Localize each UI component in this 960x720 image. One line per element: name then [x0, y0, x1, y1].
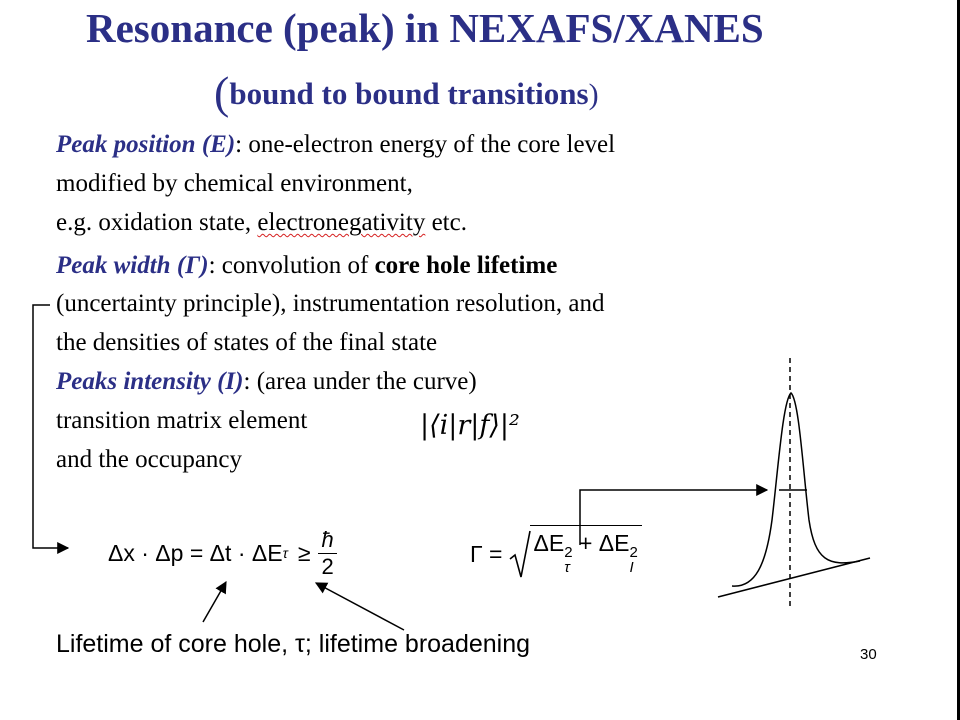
peak-position-line3: e.g. oxidation state, electronegativity etc.	[56, 209, 467, 236]
peak-width-line3: the densities of states of the final state	[56, 329, 438, 356]
peak-position-line1: Peak position (E): one-electron energy of the core level	[56, 131, 616, 158]
page-subtitle: (bound to bound transitions)	[214, 67, 599, 118]
footer-caption: Lifetime of core hole, τ; lifetime broadening	[56, 630, 531, 658]
peak-position-line2: modified by chemical environment,	[56, 170, 413, 197]
matrix-element-equation: |⟨i|r|f⟩|²	[420, 410, 520, 441]
peak-intensity-line3: and the occupancy	[56, 446, 243, 473]
broadening-pointer-arrow	[316, 583, 404, 630]
page-number: 30	[860, 646, 877, 663]
peak-intensity-line2: transition matrix element	[56, 407, 308, 434]
peak-width-line1: Peak width (Γ): convolution of core hole lifetime	[56, 252, 558, 279]
uncertainty-equation: Δx · Δp = Δt · ΔE τ ≥ $\frac{ħ}{2}$	[108, 518, 337, 588]
peak-intensity-line1: Peaks intensity (I): (area under the curve)	[56, 368, 477, 395]
gamma-equation: Γ = ΔE 2 τ + ΔE 2 I	[470, 526, 642, 582]
bracket-arrow	[33, 305, 68, 548]
peak-width-line2: (uncertainty principle), instrumentation resolution, and	[56, 290, 605, 317]
gamma-to-peak-arrow	[580, 490, 767, 545]
page-title: Resonance (peak) in NEXAFS/XANES	[86, 5, 764, 51]
baseline-line	[718, 558, 870, 597]
core-hole-pointer-arrow	[203, 582, 226, 622]
